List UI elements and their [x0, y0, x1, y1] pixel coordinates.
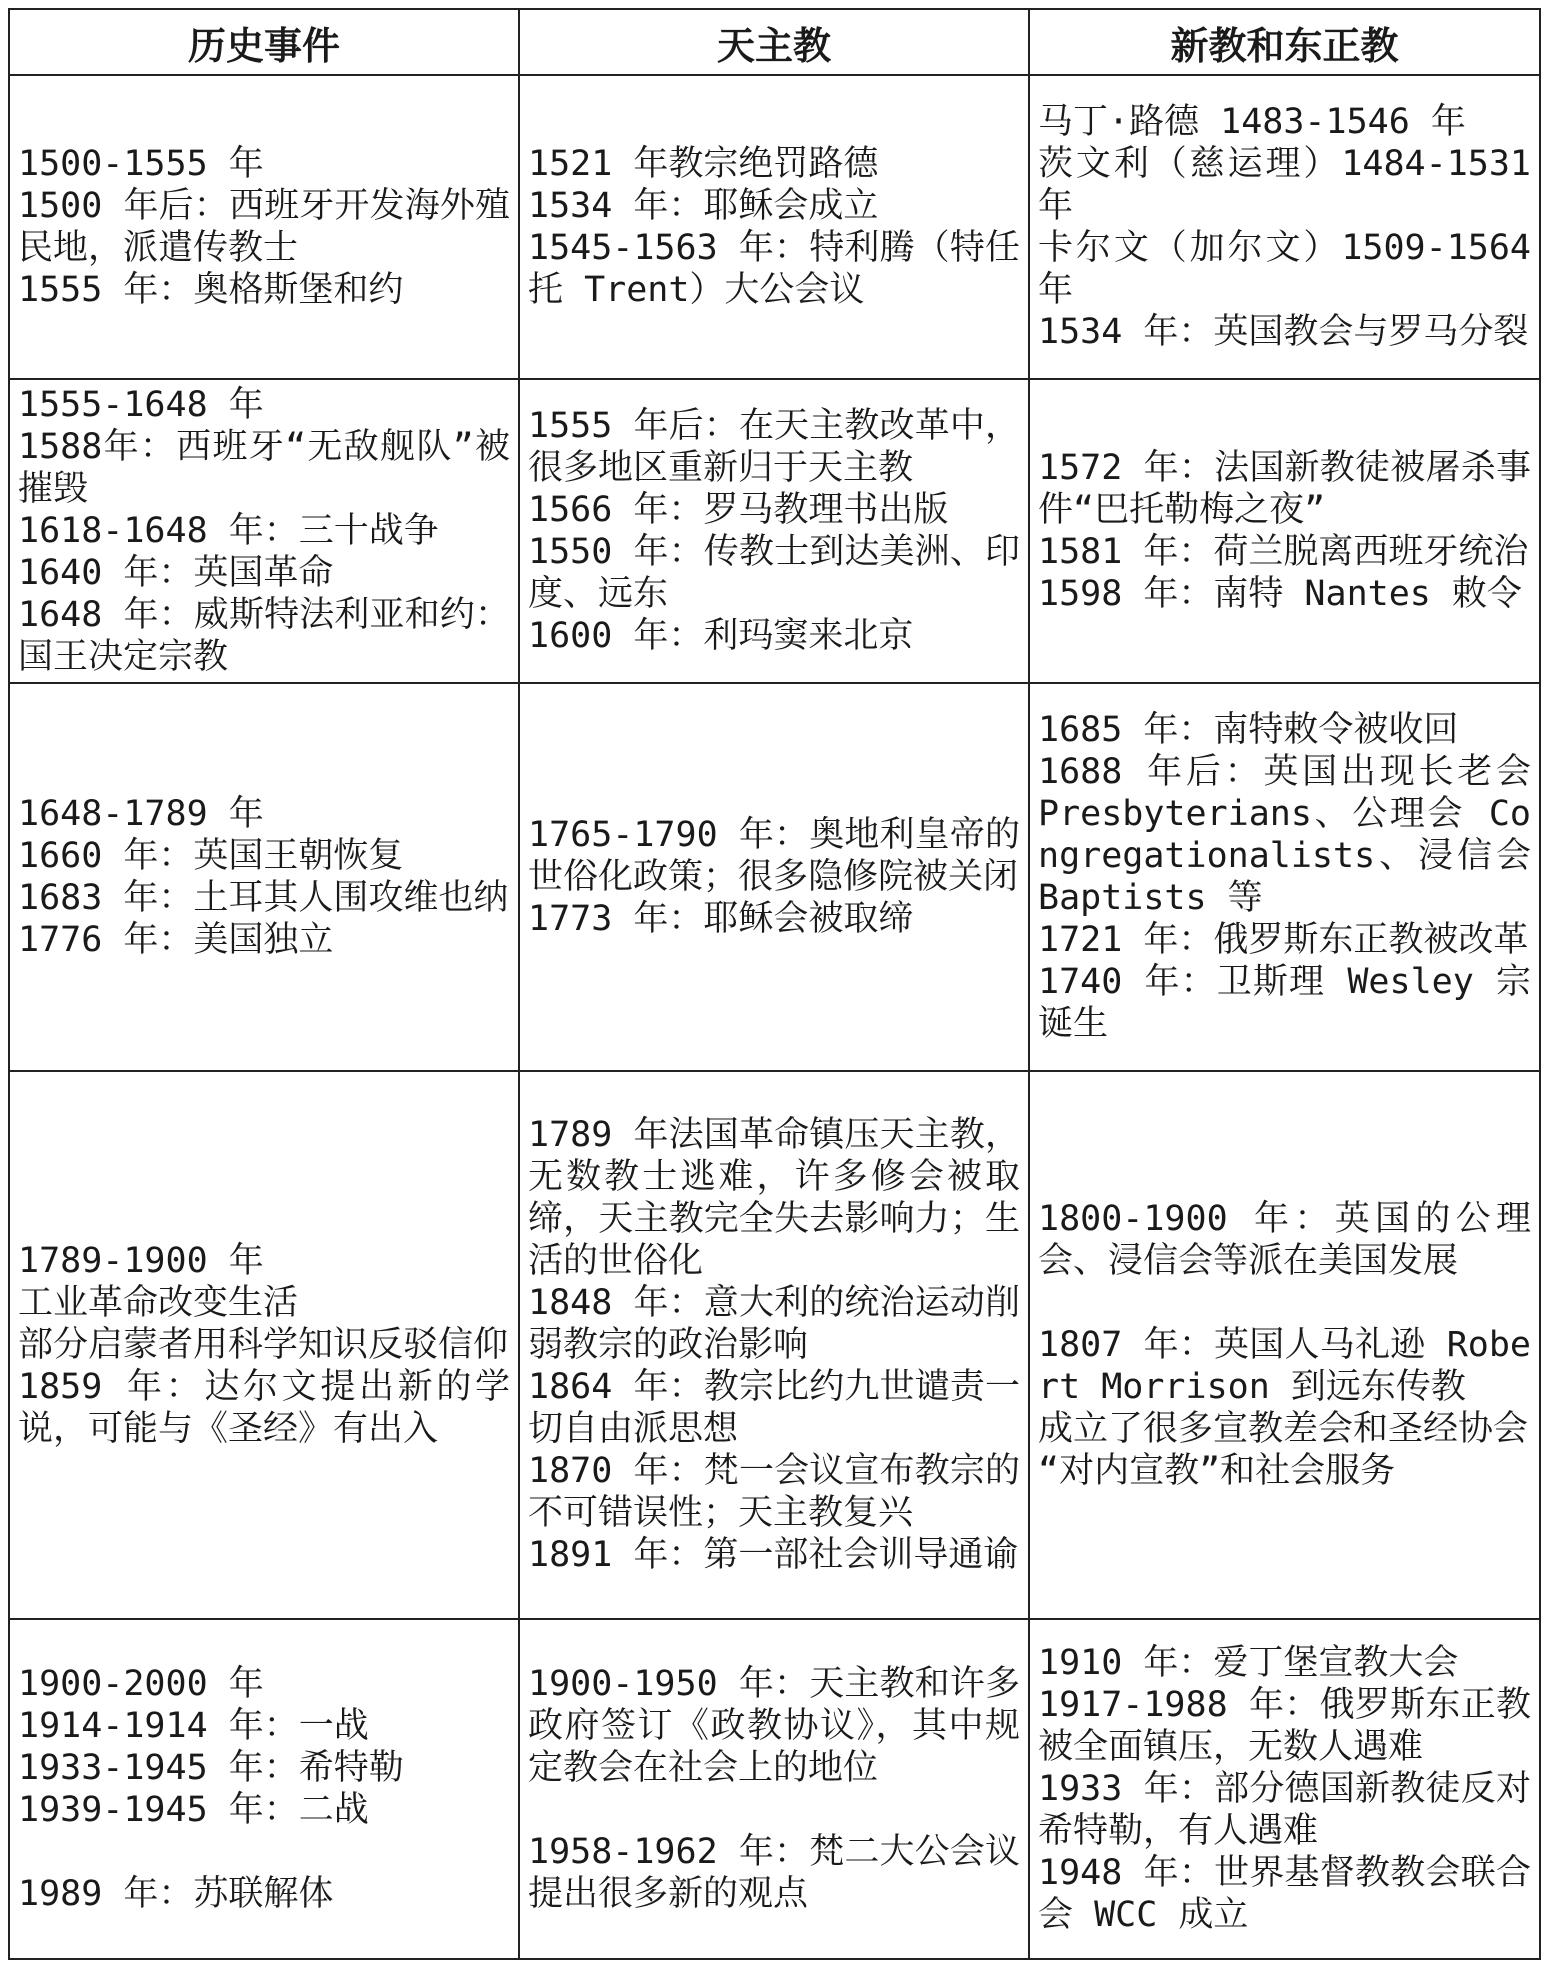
catholic-cell [519, 75, 1029, 379]
cell-line: 1870 年：梵一会议宣布教宗的不可错误性；天主教复兴 [528, 1451, 1020, 1533]
cell-line: 1989 年：苏联解体 [18, 1874, 334, 1914]
cell-line: 1900-2000 年 [18, 1664, 264, 1704]
protestant-cell [1029, 1071, 1540, 1619]
cell-line: 1566 年：罗马教理书出版 [528, 490, 949, 530]
protestant-cell [1029, 1619, 1540, 1959]
history-cell [9, 683, 519, 1071]
cell-line: 1581 年：荷兰脱离西班牙统治 [1038, 532, 1529, 572]
cell-line: 1740 年：卫斯理 Wesley 宗诞生 [1038, 962, 1531, 1044]
table-row [9, 379, 1540, 683]
cell-line: 1500-1555 年 [18, 144, 264, 184]
history-table [8, 8, 1541, 1960]
cell-line: 1948 年：世界基督教教会联合会 WCC 成立 [1038, 1853, 1531, 1935]
cell-line: 1588年：西班牙“无敌舰队”被摧毁 [18, 427, 510, 509]
protestant-cell [1029, 683, 1540, 1071]
cell-line: 1917-1988 年：俄罗斯东正教被全面镇压，无数人遇难 [1038, 1685, 1531, 1767]
cell-line: 马丁·路德 1483-1546 年 [1038, 102, 1466, 142]
cell-line: 1958-1962 年：梵二大公会议提出很多新的观点 [528, 1832, 1020, 1914]
cell-line: 1864 年：教宗比约九世谴责一切自由派思想 [528, 1367, 1020, 1449]
cell-line: 1900-1950 年：天主教和许多政府签订《政教协议》，其中规定教会在社会上的地位 [528, 1664, 1020, 1788]
cell-line: 1640 年：英国革命 [18, 553, 334, 593]
cell-line: 1555 年：奥格斯堡和约 [18, 270, 404, 310]
table-row [9, 1619, 1540, 1959]
blank-line [528, 1789, 1020, 1831]
history-cell [9, 1071, 519, 1619]
blank-line [18, 1831, 510, 1873]
cell-line: 1545-1563 年：特利腾（特任托 Trent）大公会议 [528, 228, 1020, 310]
cell-line: 1765-1790 年：奥地利皇帝的世俗化政策；很多隐修院被关闭 [528, 815, 1020, 897]
cell-line: 1618-1648 年：三十战争 [18, 511, 439, 551]
cell-line: 1776 年：美国独立 [18, 920, 334, 960]
cell-line: 1685 年：南特敕令被收回 [1038, 710, 1459, 750]
cell-line: 1648-1789 年 [18, 794, 264, 834]
catholic-cell [519, 379, 1029, 683]
cell-line: 1521 年教宗绝罚路德 [528, 144, 879, 184]
header-catholic: 天主教 [519, 9, 1029, 75]
cell-line: 卡尔文（加尔文）1509-1564 年 [1038, 228, 1531, 310]
cell-line: “对内宣教”和社会服务 [1038, 1451, 1396, 1491]
cell-line: 1789-1900 年 [18, 1241, 264, 1281]
table-row [9, 75, 1540, 379]
catholic-cell [519, 683, 1029, 1071]
cell-line: 1550 年：传教士到达美洲、印度、远东 [528, 532, 1020, 614]
blank-line [1038, 1282, 1531, 1324]
catholic-cell [519, 1619, 1029, 1959]
cell-line: 1859 年：达尔文提出新的学说，可能与《圣经》有出入 [18, 1367, 510, 1449]
protestant-cell [1029, 379, 1540, 683]
cell-line: 1688 年后：英国出现长老会 Presbyterians、公理会 Congregationalists、浸信会 Baptists 等 [1038, 752, 1531, 918]
cell-line: 1807 年：英国人马礼逊 Robert Morrison 到远东传教 [1038, 1325, 1531, 1407]
cell-line: 1600 年：利玛窦来北京 [528, 616, 914, 656]
header-row [9, 9, 1540, 75]
cell-line: 1933-1945 年：希特勒 [18, 1748, 404, 1788]
cell-line: 1598 年：南特 Nantes 敕令 [1038, 574, 1522, 614]
table-row [9, 1071, 1540, 1619]
table-row [9, 683, 1540, 1071]
cell-line: 茨文利（慈运理）1484-1531 年 [1038, 144, 1531, 226]
cell-line: 1500 年后：西班牙开发海外殖民地，派遣传教士 [18, 186, 510, 268]
cell-line: 1721 年：俄罗斯东正教被改革 [1038, 920, 1529, 960]
cell-line: 1555-1648 年 [18, 385, 264, 425]
cell-line: 1848 年：意大利的统治运动削弱教宗的政治影响 [528, 1283, 1020, 1365]
cell-line: 1914-1914 年：一战 [18, 1706, 369, 1746]
cell-line: 1800-1900 年：英国的公理会、浸信会等派在美国发展 [1038, 1199, 1531, 1281]
cell-line: 1789 年法国革命镇压天主教，无数教士逃难，许多修会被取缔，天主教完全失去影响力；生活的世俗化 [528, 1115, 1020, 1281]
cell-line: 部分启蒙者用科学知识反驳信仰 [18, 1325, 509, 1365]
cell-line: 1773 年：耶稣会被取缔 [528, 899, 914, 939]
cell-line: 1660 年：英国王朝恢复 [18, 836, 404, 876]
cell-line: 1910 年：爱丁堡宣教大会 [1038, 1643, 1459, 1683]
cell-line: 1534 年：耶稣会成立 [528, 186, 879, 226]
header-protestant-orthodox: 新教和东正教 [1029, 9, 1540, 75]
history-cell [9, 1619, 519, 1959]
cell-line: 1648 年：威斯特法利亚和约：国王决定宗教 [18, 595, 510, 677]
cell-line: 1555 年后：在天主教改革中，很多地区重新归于天主教 [528, 406, 1020, 488]
cell-line: 1534 年：英国教会与罗马分裂 [1038, 312, 1529, 352]
cell-line: 1939-1945 年：二战 [18, 1790, 369, 1830]
history-cell [9, 379, 519, 683]
catholic-cell [519, 1071, 1029, 1619]
cell-line: 1933 年：部分德国新教徒反对希特勒，有人遇难 [1038, 1769, 1531, 1851]
cell-line: 成立了很多宣教差会和圣经协会 [1038, 1409, 1529, 1449]
history-cell [9, 75, 519, 379]
protestant-cell [1029, 75, 1540, 379]
cell-line: 1572 年：法国新教徒被屠杀事件“巴托勒梅之夜” [1038, 448, 1531, 530]
cell-line: 1891 年：第一部社会训导通谕 [528, 1535, 1019, 1575]
header-history: 历史事件 [9, 9, 519, 75]
cell-line: 1683 年：土耳其人围攻维也纳 [18, 878, 509, 918]
cell-line: 工业革命改变生活 [18, 1283, 299, 1323]
